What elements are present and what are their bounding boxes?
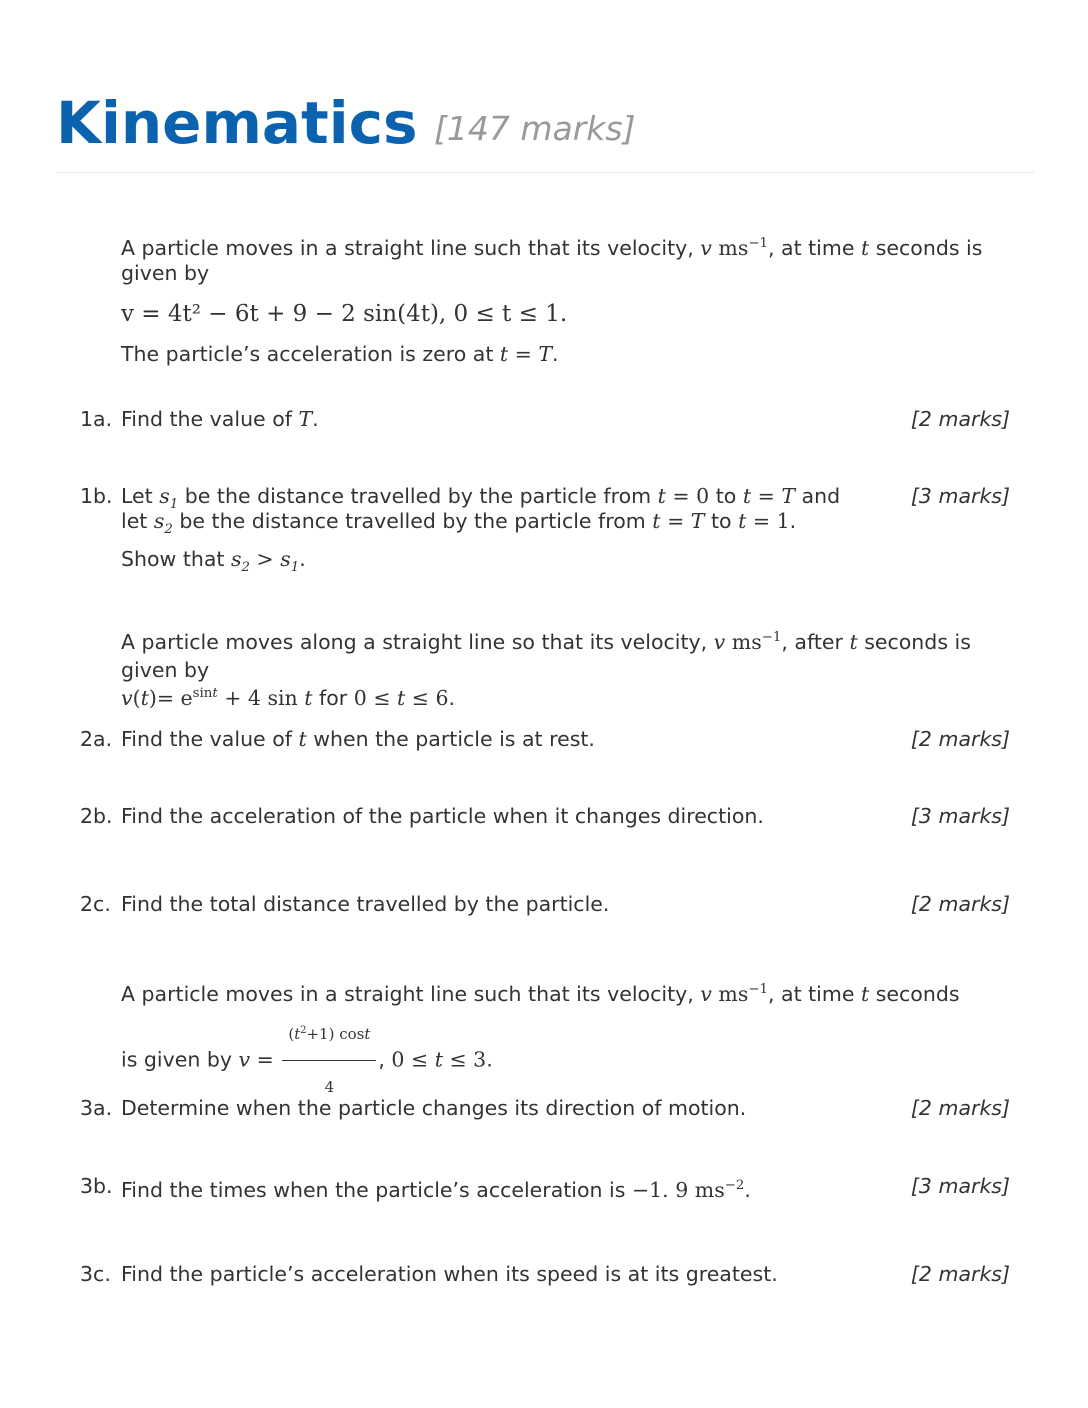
question-marks: [3 marks]	[910, 484, 1010, 508]
question-number: 2a.	[80, 727, 113, 751]
question-2b-text: Find the acceleration of the particle when it changes direction.	[121, 804, 764, 828]
total-marks: [147 marks]	[434, 109, 636, 148]
question-marks: [3 marks]	[910, 1174, 1010, 1198]
question-marks: [2 marks]	[910, 892, 1010, 916]
question-marks: [2 marks]	[910, 1262, 1010, 1286]
question-1a-text: Find the value of T.	[121, 407, 319, 431]
question-2c-text: Find the total distance travelled by the particle.	[121, 892, 610, 916]
question-number: 1b.	[80, 484, 113, 508]
velocity-equation-1: v = 4t² − 6t + 9 − 2 sin(4t), 0 ≤ t ≤ 1.	[121, 301, 568, 327]
question-number: 3c.	[80, 1262, 111, 1286]
question-3a-text: Determine when the particle changes its direction of motion.	[121, 1096, 747, 1120]
question-1b-text: Let $s_1$ be the distance travelled by the particle from t = 0 to t = T and let $s_2$ be the distance travelled by the particle from t = T to t = 1.	[121, 484, 841, 538]
question-number: 3a.	[80, 1096, 113, 1120]
question-2-stem: A particle moves along a straight line so that its velocity, v $ms^{-1}$, after t seconds is given by $v(t)= e^{sint} + 4$ sin t for 0 ≤ t ≤ 6.	[121, 630, 971, 710]
velocity-equation-3: is given by v = $\frac{(t^2+1) \cos t}{4}$ , 0 ≤ t ≤ 3.	[121, 1010, 1011, 1111]
question-3c-text: Find the particle’s acceleration when its speed is at its greatest.	[121, 1262, 778, 1286]
question-marks: [2 marks]	[910, 1096, 1010, 1120]
question-number: 2b.	[80, 804, 113, 828]
question-marks: [3 marks]	[910, 804, 1010, 828]
question-1-condition: The particle’s acceleration is zero at t = T.	[121, 342, 559, 366]
question-number: 2c.	[80, 892, 111, 916]
question-marks: [2 marks]	[910, 727, 1010, 751]
page-title: Kinematics	[56, 89, 418, 157]
question-3-stem: A particle moves in a straight line such that its velocity, v $ms^{-1}$, at time t seconds	[121, 982, 960, 1006]
question-2a-text: Find the value of t when the particle is at rest.	[121, 727, 595, 751]
question-number: 3b.	[80, 1174, 113, 1198]
velocity-fraction: $\frac{(t^2+1) \cos t}{4}$	[282, 1010, 376, 1111]
question-1-stem: A particle moves in a straight line such that its velocity, v $ms^{-1}$, at time t seconds is given by	[121, 236, 983, 285]
question-3b-text: Find the times when the particle’s acceleration is −1. 9 $ms^{-2}$.	[121, 1178, 751, 1202]
question-number: 1a.	[80, 407, 113, 431]
page-header	[56, 88, 1034, 173]
question-marks: [2 marks]	[910, 407, 1010, 431]
question-1b-show: Show that $s_2 > s_1$.	[121, 547, 306, 576]
